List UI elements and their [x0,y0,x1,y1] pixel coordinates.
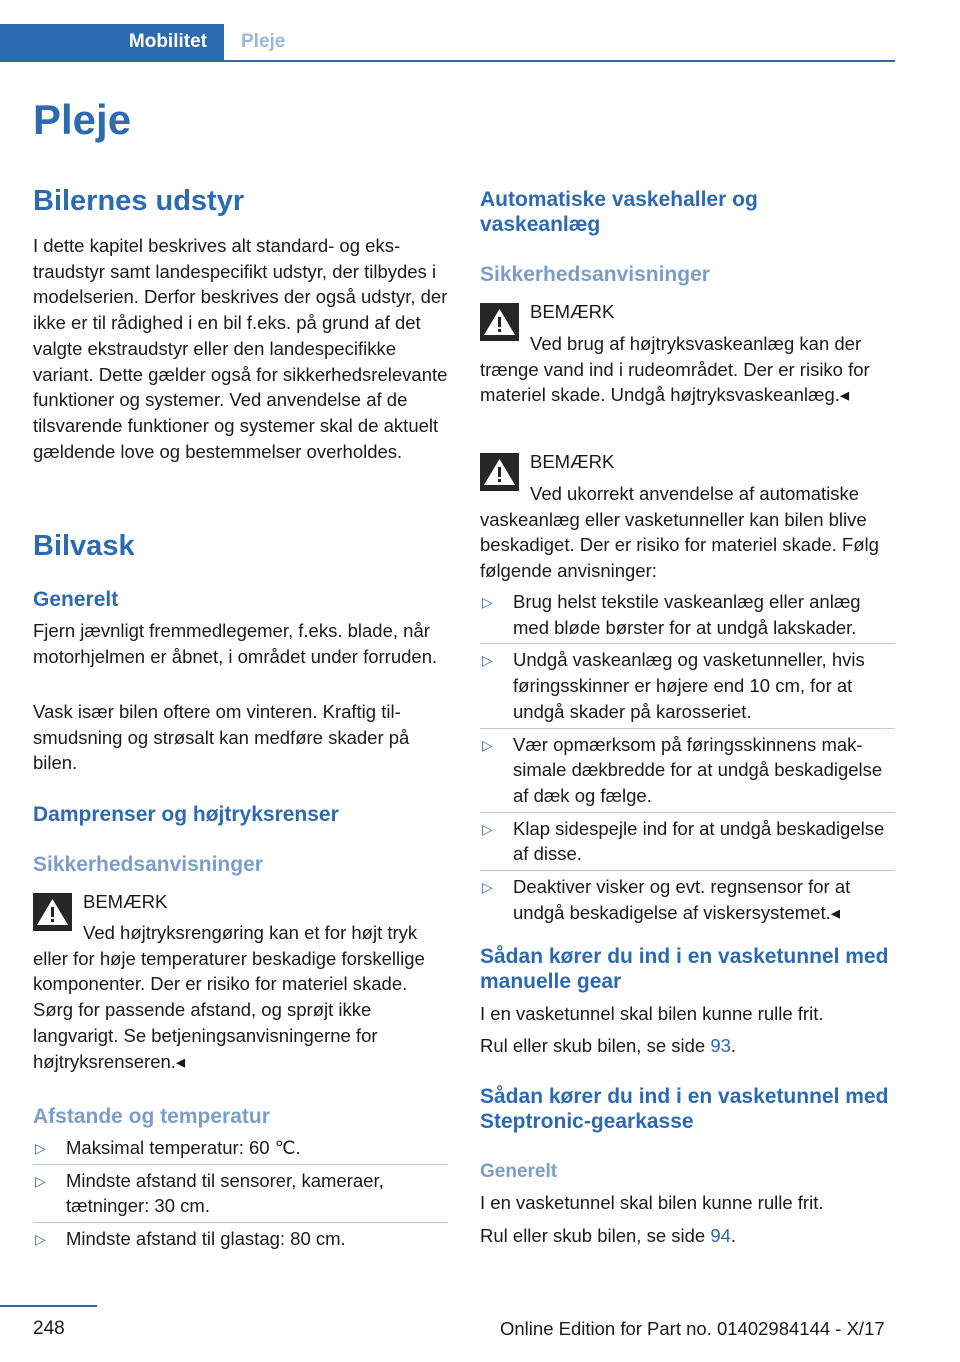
list-item: ▷ Mindste afstand til sensorer, kameraer, tætninger: 30 cm. [33,1165,448,1223]
list-item: ▷ Klap sidespejle ind for at undgå beskadigelse af disse. [480,813,895,871]
section-title-bilernes-udstyr: Bilernes udstyr [33,185,245,217]
list-afstande [33,1132,448,1255]
triangle-bullet-icon: ▷ [35,1140,46,1156]
triangle-bullet-icon: ▷ [482,736,493,753]
page-title: Pleje [33,96,132,143]
paragraph-manual-1: I en vasketunnel skal bilen kunne rulle frit. [480,1003,824,1024]
paragraph-generelt-2: Vask især bilen oftere om vinteren. Kraftig tilsmudsning og strøsalt kan medføre skader på bilen. [33,701,410,774]
footer-divider [0,1305,97,1307]
triangle-bullet-icon: ▷ [35,1172,46,1189]
heading-damprenser: Damprenser og højtryksrenser [33,803,339,826]
list-item: ▷ Vær opmærksom på føringsskinnens maksimale dækbredde for at undgå beskadigelse af dæk og fælge. [480,729,895,813]
list-item: ▷ Deaktiver visker og evt. regnsensor for at undgå beskadigelse af viskersystemet.◂ [482,876,851,923]
page-link-94[interactable]: 94 [710,1225,731,1246]
triangle-bullet-icon: ▷ [482,652,493,669]
note-label-left: BEMÆRK [83,891,168,912]
note-label-right-2: BEMÆRK [530,451,615,472]
paragraph-step-2: Rul eller skub bilen, se side 94. [480,1225,737,1246]
heading-generelt: Generelt [33,588,119,611]
list-item: ▷ Brug helst tekstile vaskeanlæg eller anlæg med bløde børster for at undgå lakskader. [480,586,895,644]
list-item: ▷ Mindste afstand til glastag: 80 cm. [33,1223,448,1255]
heading-step-generelt: Generelt [480,1161,558,1182]
triangle-bullet-icon: ▷ [482,879,493,896]
list-vaskeanlaeg [480,586,895,928]
page-link-93[interactable]: 93 [710,1035,731,1056]
paragraph-step-1: I en vasketunnel skal bilen kunne rulle frit. [480,1192,824,1213]
list-item: ▷ Undgå vaskeanlæg og vasketunneller, hvis føringsskinner er højere end 10 cm, for at undgå skader på karosseriet. [480,644,895,728]
section-title-bilvask: Bilvask [33,530,135,562]
page-number: 248 [33,1318,65,1339]
note-label-right-1: BEMÆRK [530,301,615,322]
edition-info: Online Edition for Part no. 01402984144 - X/17 [500,1318,885,1339]
heading-sikkerhedsanvisninger-left: Sikkerhedsanvisninger [33,853,263,876]
paragraph-manual-2: Rul eller skub bilen, se side 93. [480,1035,737,1056]
triangle-bullet-icon: ▷ [35,1231,46,1248]
triangle-bullet-icon: ▷ [482,820,493,837]
note-text-right-1: Ved brug af højtryksvaskeanlæg kan der trænge vand ind i rudeområdet. Der er risiko for materiel skade. Undgå højtryksvaskeanlæg.◂ [480,333,870,406]
note-text-left: Ved højtryksrengøring kan et for højt tryk eller for høje temperaturer beskadige forskellige komponenter. Der er risiko for materiel skade. Sørg for passende afstand, og sprøjt ikke langvarigt. Se betjeningsanvisningerne for højtryksrenseren.◂ [33,922,425,1072]
list-item: ▷ Maksimal temperatur: 60 ℃. [33,1132,448,1165]
heading-manuelle-gear: Sådan kører du ind i en vasketunnel med manuelle gear [480,945,889,993]
header-tabbar [0,24,895,62]
heading-sikkerhedsanvisninger-right: Sikkerhedsanvisninger [480,263,710,286]
tab-pleje[interactable]: Pleje [241,31,286,52]
section-text-bilernes-udstyr: I dette kapitel beskrives alt standard- og ekstraudstyr samt landespecifikt udstyr, der tilbydes i modelserien. Derfor beskrives der også udstyr, der ikke er til rådighed i en bil f.eks. på grund af det valgte ekstraudstyr eller den landespecifikke variant. Dette gælder også for sikkerhedsrelevante funktioner og systemer. Ved anvendelse af de tilsvarende funktioner og systemer skal de aktuelt gældende love og bestemmelser overholdes. [33,235,448,462]
triangle-bullet-icon: ▷ [482,594,493,610]
heading-automatiske-vaskehaller: Automatiske vaskehaller og vaskeanlæg [480,188,758,236]
note-text-right-2: Ved ukorrekt anvendelse af automatiske vaskeanlæg eller vasketunneller kan bilen blive beskadiget. Der er risiko for materiel skade. Følg følgende anvisninger: [480,483,879,582]
tab-mobilitet[interactable]: Mobilitet [0,24,224,60]
heading-afstande: Afstande og temperatur [33,1105,270,1128]
paragraph-generelt-1: Fjern jævnligt fremmedlegemer, f.eks. blade, når motorhjelmen er åbnet, i området under forruden. [33,620,438,667]
heading-steptronic: Sådan kører du ind i en vasketunnel med Steptronic-gearkasse [480,1085,889,1133]
